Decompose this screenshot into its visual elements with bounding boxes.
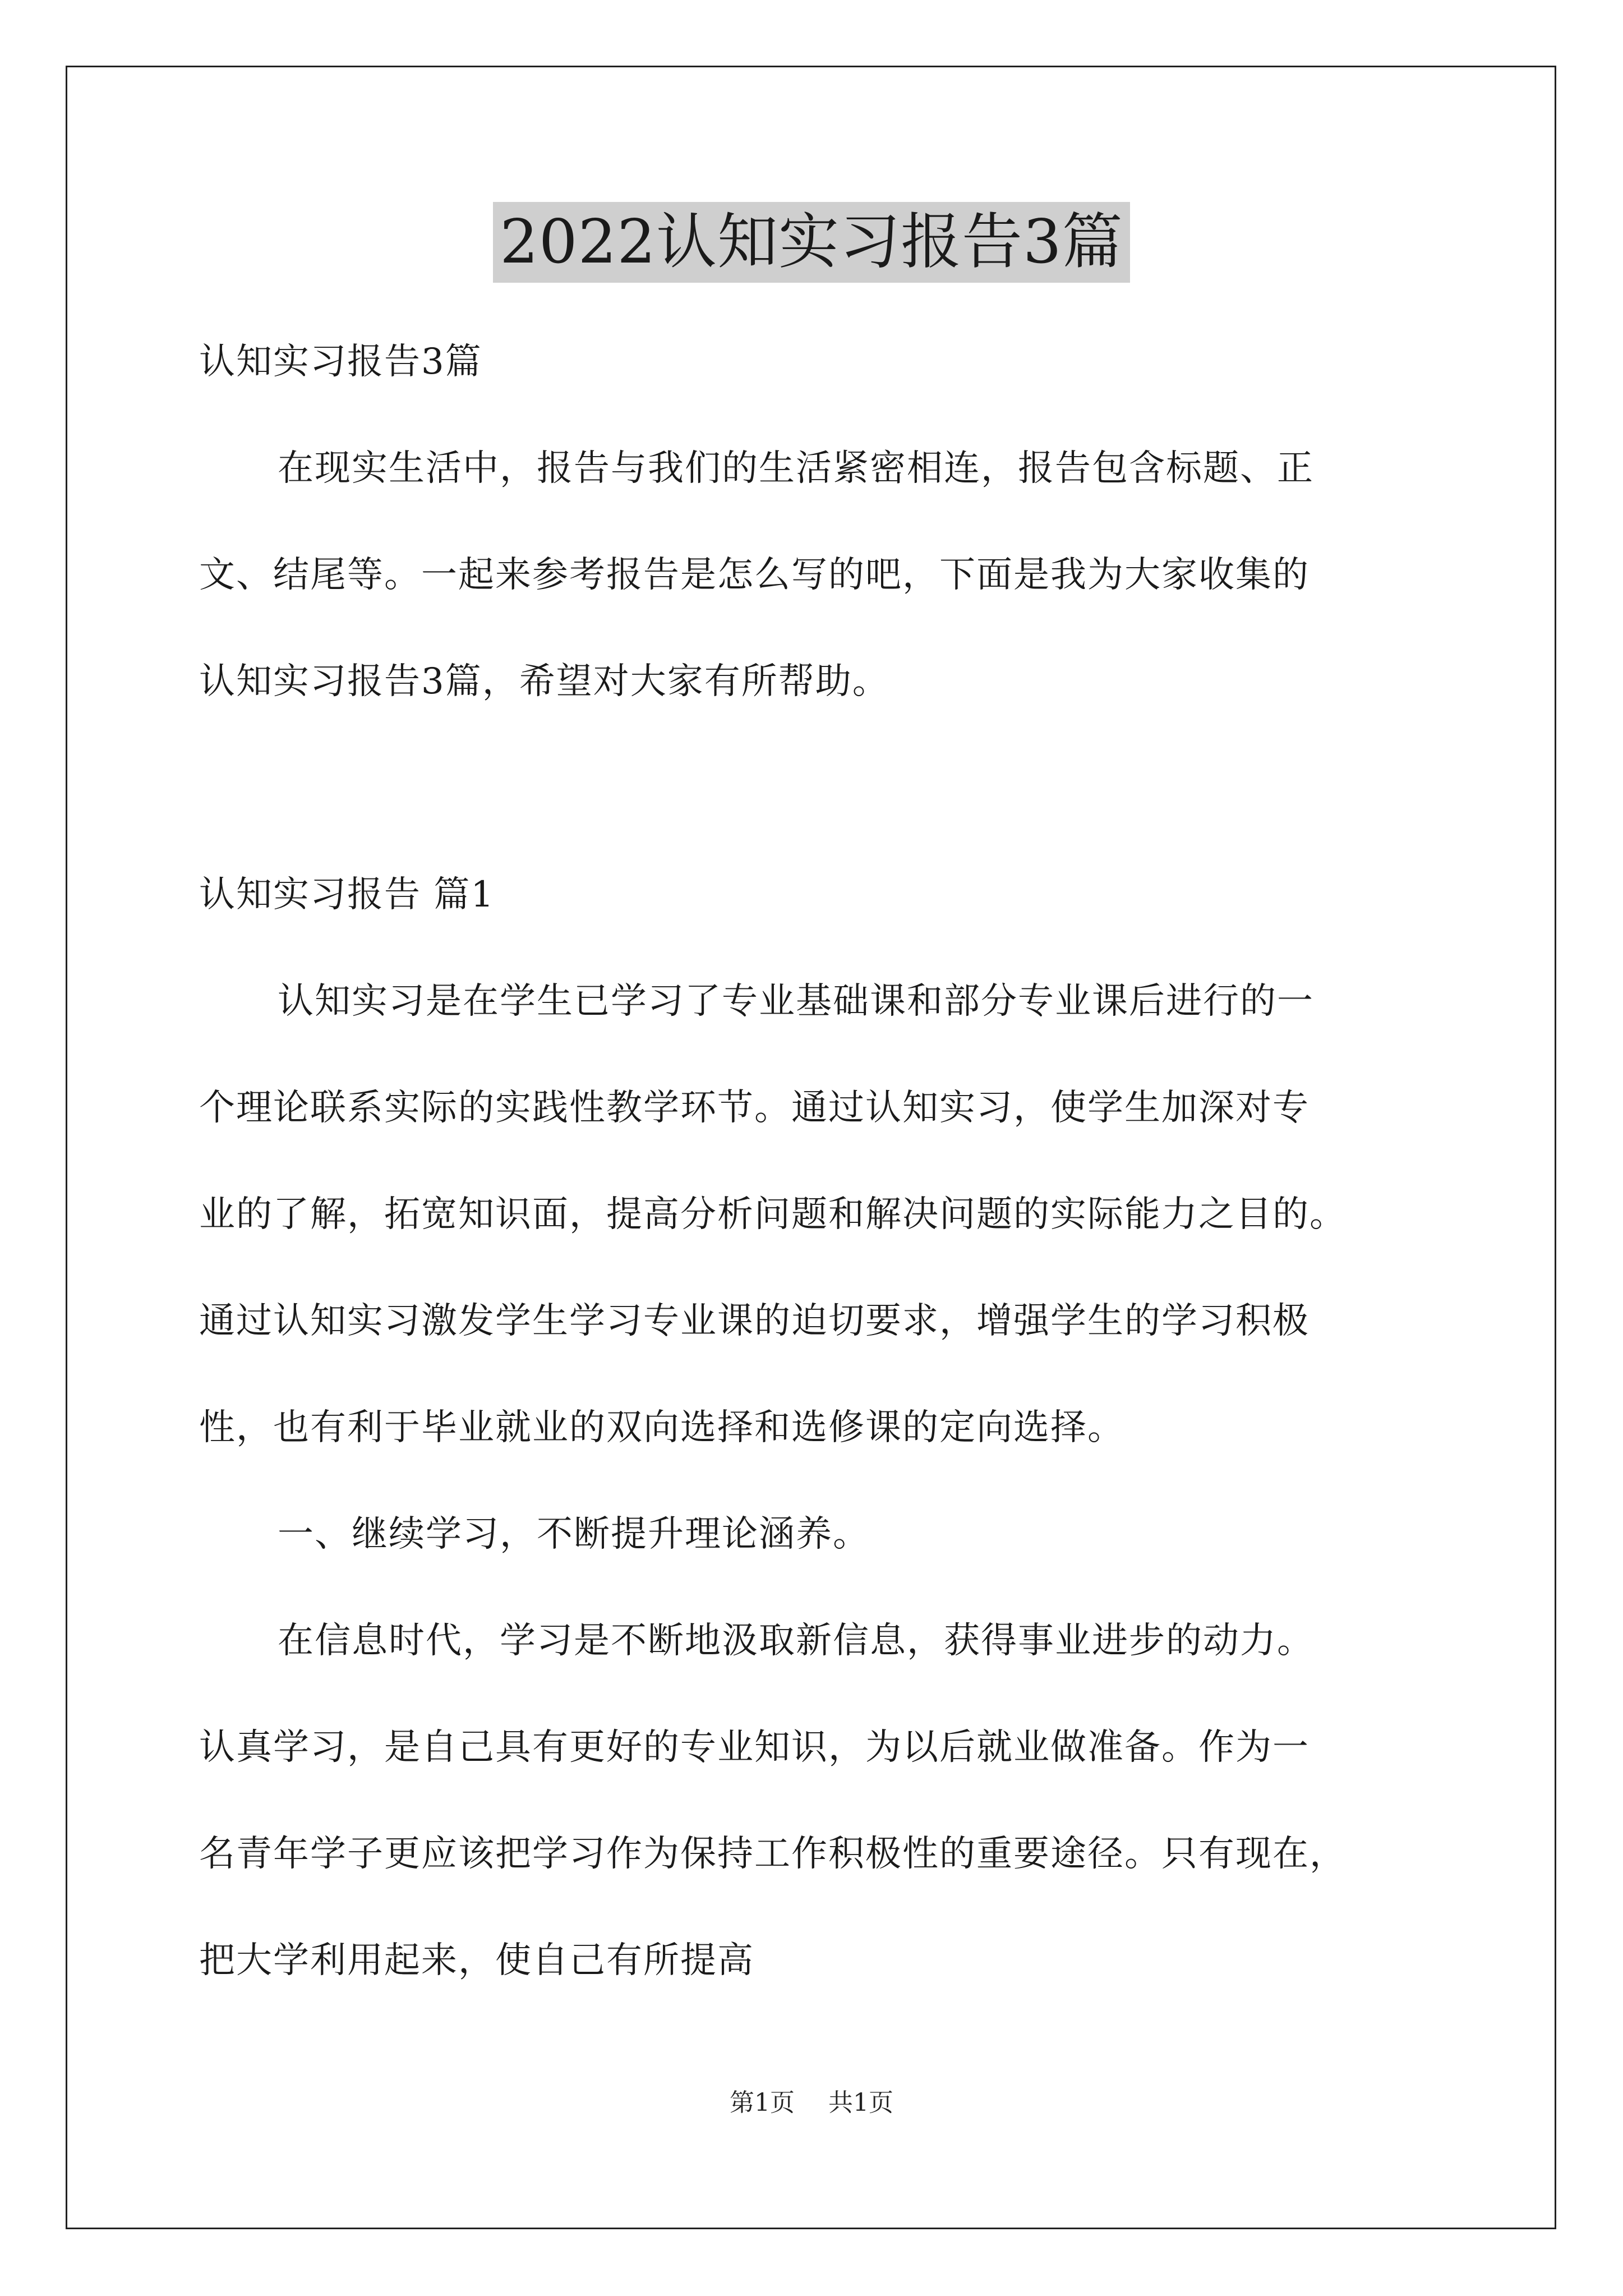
page-number-current: 第1页	[730, 2088, 795, 2117]
body-line-2: 个理论联系实际的实践性教学环节。通过认知实习，使学生加深对专	[199, 1087, 1310, 1129]
document-body	[199, 309, 1433, 2014]
blank-line	[199, 735, 1433, 841]
body-line-3: 业的了解，拓宽知识面，提高分析问题和解决问题的实际能力之目的。	[199, 1194, 1347, 1235]
body-line-1: 认知实习是在学生已学习了专业基础课和部分专业课后进行的一	[278, 981, 1314, 1022]
body-line-4: 通过认知实习激发学生学习专业课的迫切要求，增强学生的学习积极	[199, 1300, 1310, 1342]
document-subtitle: 认知实习报告3篇	[199, 341, 482, 383]
body-line-5: 性，也有利于毕业就业的双向选择和选修课的定向选择。	[199, 1407, 1124, 1448]
intro-line-3: 认知实习报告3篇，希望对大家有所帮助。	[199, 661, 889, 702]
page-footer	[0, 2082, 1623, 2118]
body-line-9: 名青年学子更应该把学习作为保持工作积极性的重要途径。只有现在，	[199, 1833, 1347, 1875]
page-number-total: 共1页	[828, 2088, 893, 2117]
body-line-6: 一、继续学习，不断提升理论涵养。	[278, 1513, 870, 1555]
body-line-7: 在信息时代，学习是不断地汲取新信息，获得事业进步的动力。	[278, 1620, 1314, 1662]
section-heading: 认知实习报告 篇1	[199, 874, 495, 915]
intro-line-1: 在现实生活中，报告与我们的生活紧密相连，报告包含标题、正	[278, 448, 1314, 489]
body-line-10: 把大学利用起来，使自己有所提高	[199, 1940, 754, 1981]
intro-line-2: 文、结尾等。一起来参考报告是怎么写的吧，下面是我为大家收集的	[199, 554, 1310, 596]
document-title: 2022认知实习报告3篇	[493, 202, 1130, 283]
title-wrapper	[0, 202, 1623, 283]
body-line-8: 认真学习，是自己具有更好的专业知识，为以后就业做准备。作为一	[199, 1727, 1310, 1768]
